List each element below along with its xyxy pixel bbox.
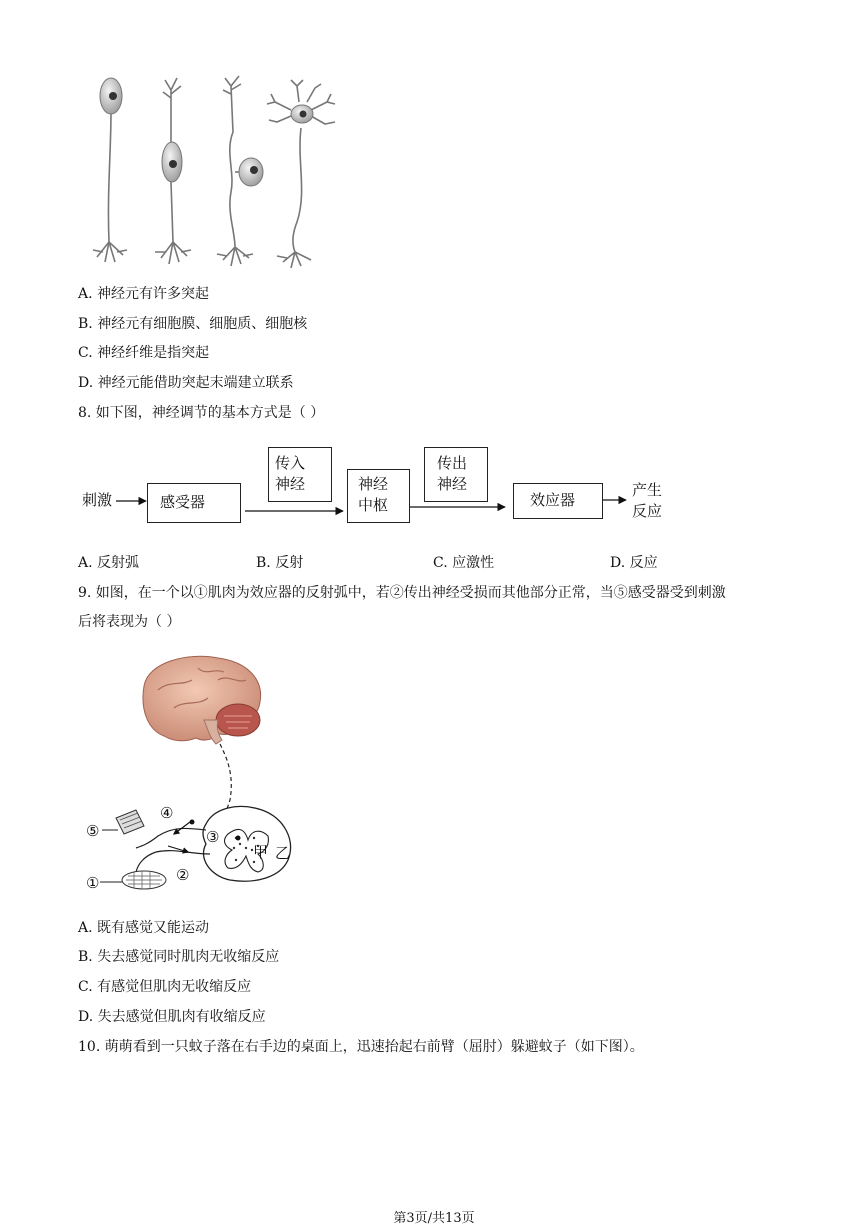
flow-effector-box: [513, 483, 603, 519]
flow-afferent-2: 神经: [275, 475, 306, 493]
label-2: ②: [176, 866, 190, 884]
q8-option-c: C. 应激性: [433, 555, 495, 571]
label-yi: 乙: [275, 844, 291, 862]
label-5: ⑤: [86, 822, 100, 840]
q9-option-b: B. 失去感觉同时肌肉无收缩反应: [78, 949, 280, 965]
label-4: ④: [160, 804, 174, 822]
q7-option-a: A. 神经元有许多突起: [78, 286, 210, 302]
q7-option-d: D. 神经元能借助突起末端建立联系: [78, 375, 294, 391]
label-jia: 甲: [253, 843, 269, 861]
flow-center-1: 神经: [358, 475, 389, 493]
q7-option-b: B. 神经元有细胞膜、细胞质、细胞核: [78, 316, 308, 332]
page-footer: 第3页/共13页: [393, 1211, 475, 1226]
flow-receptor-box: [147, 483, 241, 523]
q8-option-d: D. 反应: [610, 555, 658, 571]
flow-effector: 效应器: [530, 491, 576, 509]
flow-efferent-2: 神经: [437, 475, 468, 493]
q9-option-a: A. 既有感觉又能运动: [78, 920, 210, 936]
flow-center-2: 中枢: [358, 496, 389, 514]
flow-afferent-1: 传入: [275, 454, 306, 472]
flow-receptor: 感受器: [160, 493, 206, 511]
label-1: ①: [86, 874, 100, 892]
flow-result-2: 反应: [632, 502, 663, 520]
label-3: ③: [206, 828, 220, 846]
q9-stem-2: 后将表现为（ ）: [78, 614, 181, 630]
flow-efferent-1: 传出: [437, 454, 468, 472]
q9-stem-1: 9. 如图，在一个以①肌肉为效应器的反射弧中，若②传出神经受损而其他部分正常，当⑤感受器受到刺激: [78, 585, 726, 601]
q9-option-c: C. 有感觉但肌肉无收缩反应: [78, 979, 252, 995]
brain-illustration: [143, 656, 261, 744]
q8-option-a: A. 反射弧: [78, 555, 140, 571]
q7-option-c: C. 神经纤维是指突起: [78, 345, 210, 361]
receptor-illustration: [116, 810, 144, 834]
flow-afferent-box: [268, 447, 332, 502]
q9-option-d: D. 失去感觉但肌肉有收缩反应: [78, 1009, 266, 1025]
flow-center-box: [347, 469, 410, 523]
q8-stem: 8. 如下图，神经调节的基本方式是（ ）: [78, 405, 325, 421]
flow-result-1: 产生: [632, 481, 663, 499]
reflex-arc-figure: [78, 650, 328, 900]
q10-stem: 10. 萌萌看到一只蚊子落在右手边的桌面上，迅速抬起右前臂（屈肘）躲避蚊子（如下图）。: [78, 1039, 644, 1055]
q8-option-b: B. 反射: [256, 555, 304, 571]
flow-efferent-box: [424, 447, 488, 502]
flow-stimulus: 刺激: [82, 491, 113, 509]
muscle-illustration: [122, 871, 166, 889]
